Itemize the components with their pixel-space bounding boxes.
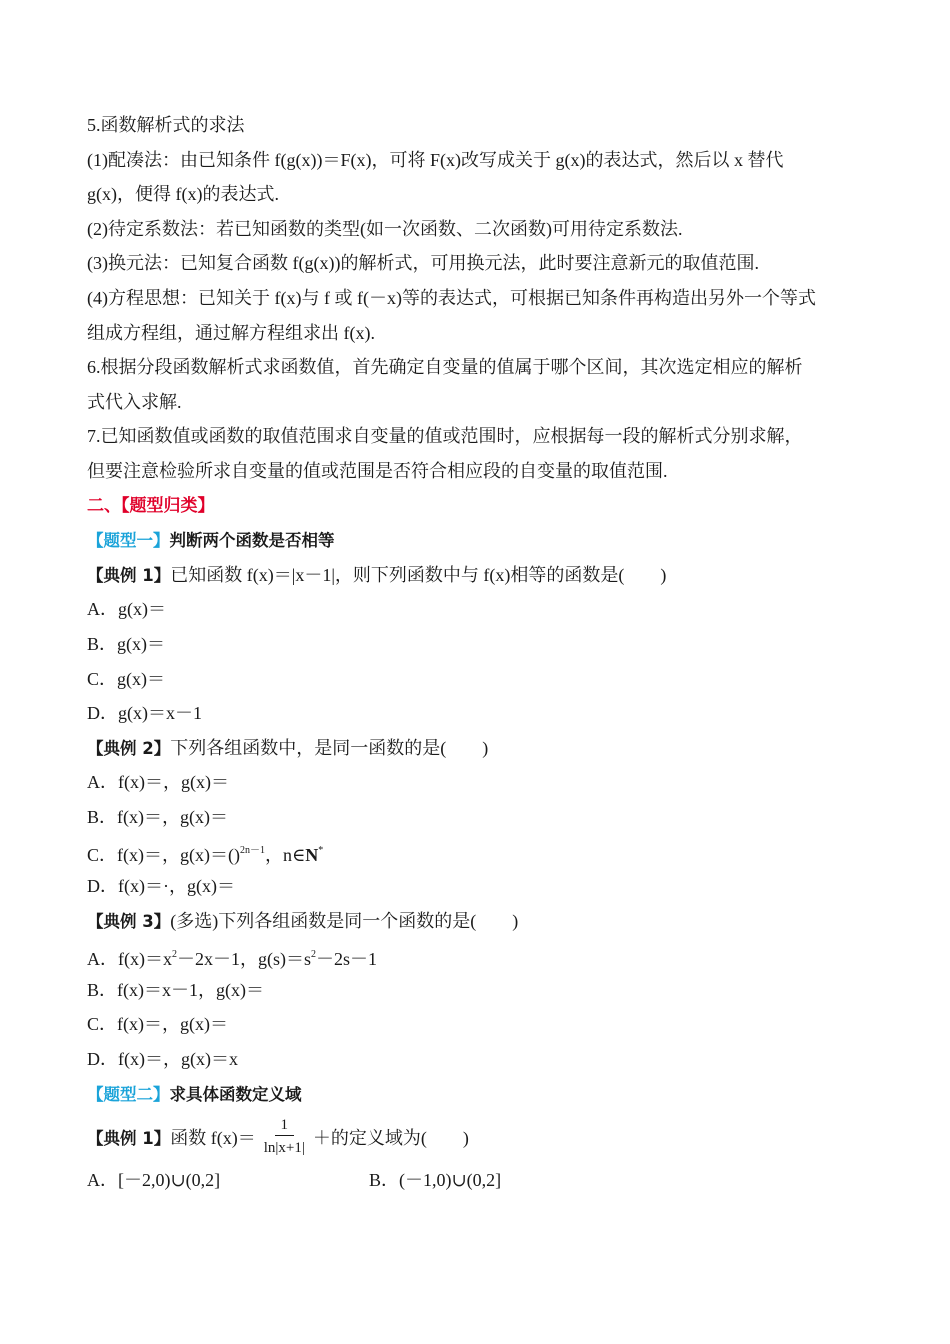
type-title: 判断两个函数是否相等: [169, 531, 335, 551]
fraction: [260, 1116, 309, 1158]
option-b: B．g(x)＝: [87, 633, 165, 654]
superscript: 2n－1: [239, 845, 265, 857]
fraction-denominator: ln|x+1|: [263, 1140, 305, 1157]
option-text: －2s－1: [315, 949, 377, 970]
type-heading: [87, 523, 863, 558]
option-b: B．f(x)＝x－1，g(x)＝: [87, 979, 264, 1000]
option-a: [87, 938, 863, 973]
section-heading: 二、【题型归类】: [87, 495, 215, 516]
example-text: 下列各组函数中，是同一函数的是( ): [170, 737, 489, 758]
option-text: －2x－1，g(s)＝s: [176, 949, 311, 970]
option-c: C．g(x)＝: [87, 668, 165, 689]
text-line: (1)配凑法：由已知条件 f(g(x))＝F(x)，可将 F(x)改写成关于 g(x)的表达式，然后以 x 替代: [87, 149, 784, 170]
option-c: [87, 834, 863, 869]
example-tag: 【典例 2】: [87, 738, 171, 758]
example-text: ＋的定义域为( ): [312, 1128, 469, 1149]
example-stem: [87, 558, 863, 593]
text-line: 式代入求解.: [87, 391, 182, 412]
type-tag: 【题型二】: [87, 1084, 170, 1104]
text-line: (2)待定系数法：若已知函数的类型(如一次函数、二次函数)可用待定系数法.: [87, 218, 683, 239]
example-text: 已知函数 f(x)＝|x－1|，则下列函数中与 f(x)相等的函数是( ): [170, 564, 667, 585]
example-stem: [87, 731, 863, 766]
example-tag: 【典例 3】: [87, 911, 171, 931]
option-d: D．f(x)＝·，g(x)＝: [87, 876, 235, 897]
text-line: (3)换元法：已知复合函数 f(g(x))的解析式，可用换元法，此时要注意新元的取值范围.: [87, 253, 759, 274]
option-text: ，n∈: [264, 845, 306, 866]
example-stem: [87, 1111, 863, 1163]
example-tag: 【典例 1】: [87, 565, 171, 585]
text-line: (4)方程思想：已知关于 f(x)与 f 或 f(－x)等的表达式，可根据已知条件再构造出另外一个等式: [87, 287, 816, 308]
option-row: [87, 1163, 863, 1198]
example-text: 函数 f(x)＝: [170, 1128, 256, 1149]
document-page: [87, 108, 863, 1198]
example-tag: 【典例 1】: [87, 1129, 171, 1149]
option-d: D．f(x)＝，g(x)＝x: [87, 1049, 238, 1070]
superscript: 2: [310, 949, 316, 961]
option-b: B．(－1,0)∪(0,2]: [369, 1170, 502, 1191]
type-heading: [87, 1077, 863, 1112]
superscript: 2: [171, 949, 177, 961]
option-d: D．g(x)＝x－1: [87, 703, 202, 724]
text-line: 6.根据分段函数解析式求函数值，首先确定自变量的值属于哪个区间，其次选定相应的解析: [87, 357, 803, 378]
option-text: C．f(x)＝，g(x)＝(): [87, 845, 240, 866]
text-line: g(x)，便得 f(x)的表达式.: [87, 184, 279, 205]
option-b: B．f(x)＝，g(x)＝: [87, 806, 228, 827]
superscript: *: [318, 845, 324, 857]
example-text: (多选)下列各组函数是同一个函数的是( ): [170, 910, 519, 931]
text-line: 组成方程组，通过解方程组求出 f(x).: [87, 322, 375, 343]
option-text: A．f(x)＝x: [87, 949, 172, 970]
option-c: C．f(x)＝，g(x)＝: [87, 1014, 228, 1035]
option-a: A．[－2,0)∪(0,2]: [87, 1170, 221, 1191]
fraction-numerator: 1: [275, 1116, 295, 1136]
type-title: 求具体函数定义域: [169, 1084, 302, 1104]
text-line: 7.已知函数值或函数的取值范围求自变量的值或范围时，应根据每一段的解析式分别求解，: [87, 426, 803, 447]
type-tag: 【题型一】: [87, 531, 170, 551]
example-stem: [87, 904, 863, 939]
text-line: 5.函数解析式的求法: [87, 115, 245, 135]
option-a: A．g(x)＝: [87, 599, 166, 620]
text-line: 但要注意检验所求自变量的值或范围是否符合相应段的自变量的取值范围.: [87, 460, 668, 481]
option-a: A．f(x)＝，g(x)＝: [87, 772, 229, 793]
set-symbol: N: [305, 845, 319, 866]
